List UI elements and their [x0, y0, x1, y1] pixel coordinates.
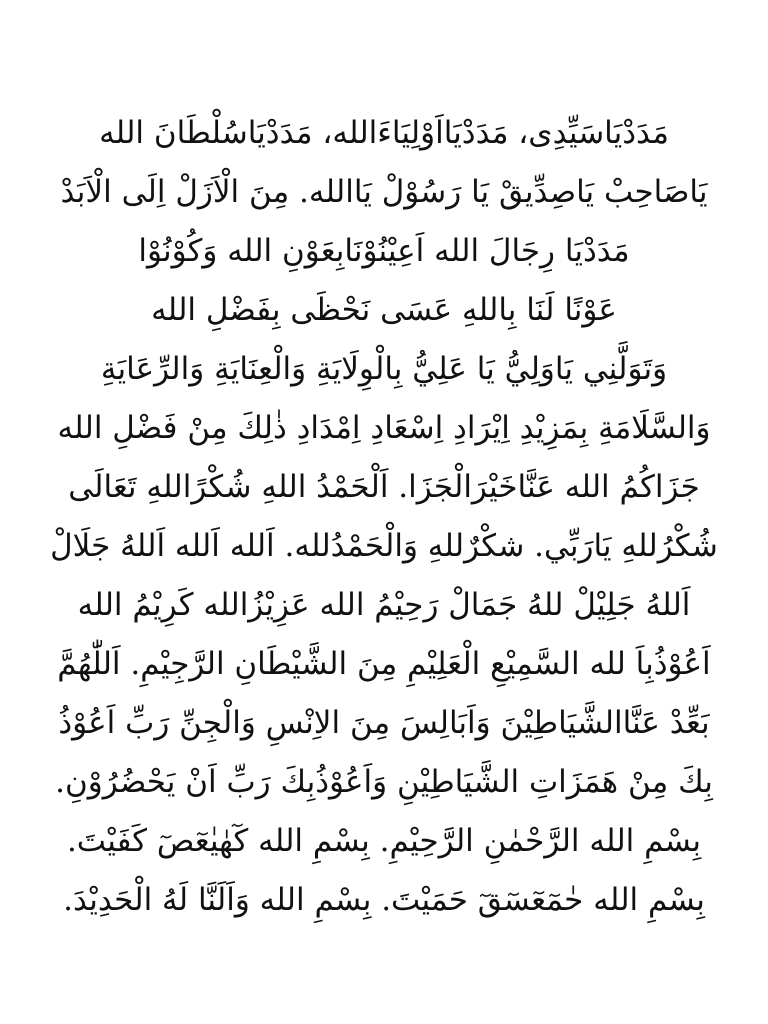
text-line: عَوْنًا لَنَا بِاللهِ عَسَى نَحْظَى بِفَضْلِ الله — [151, 292, 617, 328]
arabic-text-block — [40, 104, 728, 930]
text-line: وَتَوَلَّنِي يَاوَلِيُّ يَا عَلِيُّ بِالْوِلَايَةِ وَالْعِنَايَةِ وَالرِّعَايَةِ — [100, 351, 668, 387]
text-line: بِكَ مِنْ هَمَزَاتِ الشَّيَاطِيْنِ وَاَعُوْذُبِكَ رَبِّ اَنْ يَحْضُرُوْنِ. — [55, 764, 713, 800]
text-line: جَزَاكُمُ الله عَنَّاخَيْرَالْجَزَا. اَلْحَمْدُ اللهِ شُكْرًاللهِ تَعَالَى — [68, 469, 700, 505]
text-line: يَاصَاحِبْ يَاصِدِّيقْ يَا رَسُوْلْ يَاالله. مِنَ الْاَزَلْ اِلَى الْاَبَدْ — [60, 174, 708, 210]
text-line: شُكْرُللهِ يَارَبِّي. شكْرٌللهِ وَالْحَمْدُلله. اَلله اَلله اَللهُ جَلَالْ — [50, 528, 718, 564]
text-line: وَالسَّلَامَةِ بِمَزِيْدِ اِيْرَادِ اِسْعَادِ اِمْدَادِ ذٰلِكَ مِنْ فَضْلِ الله — [57, 410, 711, 446]
text-line: بِسْمِ الله الرَّحْمٰنِ الرَّحِيْمِ. بِسْمِ الله كٓهٰيٰعٓصٓ كَفَيْتَ. — [66, 823, 702, 859]
text-line: مَدَدْيَا رِجَالَ الله اَعِيْنُوْنَابِعَوْنِ الله وَكُوْنُوْا — [138, 233, 630, 269]
text-line: بَعِّدْ عَنَّاالشَّيَاطِيْنَ وَاَبَالِسَ مِنَ الاِنْسِ وَالْجِنِّ رَبِّ اَعُوْذُ — [58, 705, 710, 741]
text-line: مَدَدْيَاسَيِّدِى، مَدَدْيَااَوْلِيَاءَالله، مَدَدْيَاسُلْطَانَ الله — [99, 115, 669, 151]
text-line: بِسْمِ الله حٰمٓعٓسٓقٓ حَمَيْتَ. بِسْمِ الله وَاَلَنَّا لَهُ الْحَدِيْدَ. — [63, 882, 705, 918]
text-line: اَعُوْذُبِاَ لله السَّمِيْعِ الْعَلِيْمِ مِنَ الشَّيْطَانِ الرَّجِيْمِ. اَللّٰهُمَّ — [57, 646, 711, 682]
text-line: اَللهُ جَلِيْلْ للهُ جَمَالْ رَحِيْمُ الله عَزِيْزُالله كَرِيْمُ الله — [77, 587, 691, 623]
